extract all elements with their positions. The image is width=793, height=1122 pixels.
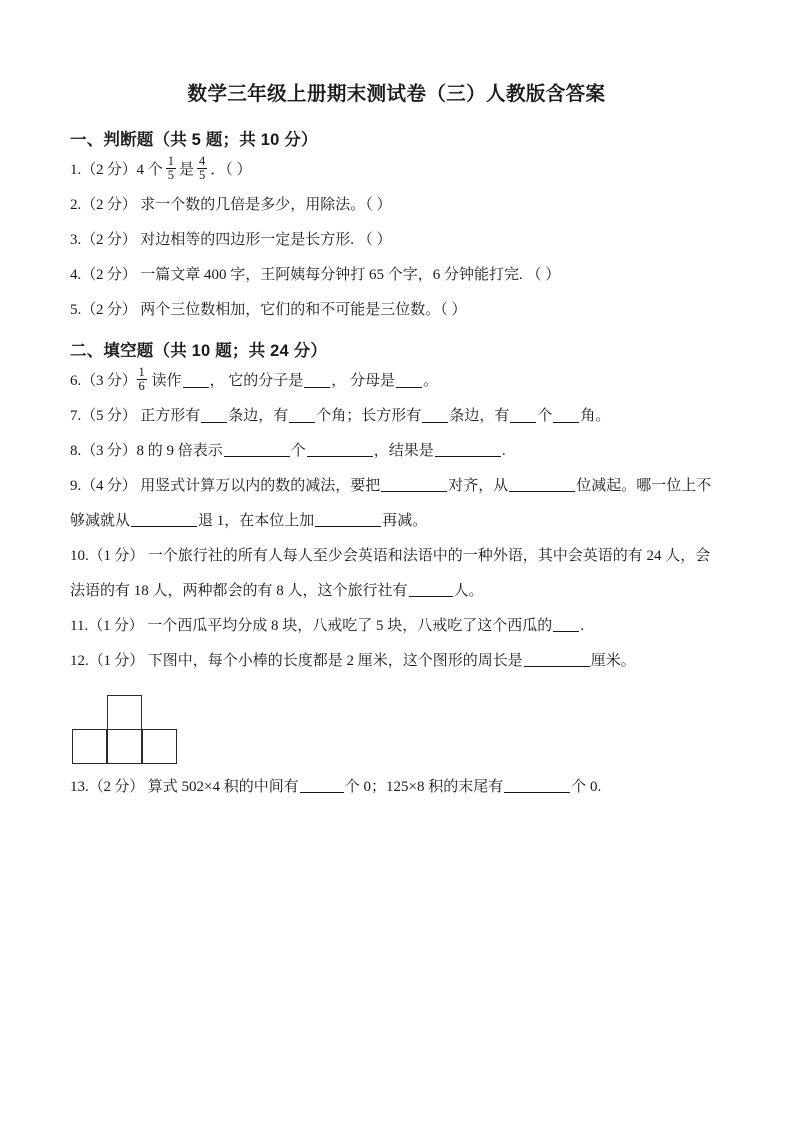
answer-blank[interactable] bbox=[409, 582, 453, 597]
question-13-number: 13. bbox=[70, 778, 89, 795]
question-8-number: 8. bbox=[70, 443, 82, 460]
question-3-text: 对边相等的四边形一定是长方形. （ ） bbox=[140, 231, 392, 248]
question-5-number: 5. bbox=[70, 301, 82, 318]
question-11-number: 11. bbox=[70, 617, 89, 634]
section-heading-judgement: 一、判断题（共 5 题；共 10 分） bbox=[70, 131, 318, 149]
answer-blank[interactable] bbox=[435, 442, 501, 457]
question-1 bbox=[70, 153, 725, 188]
fraction-one-sixth bbox=[137, 366, 147, 394]
question-6-part-c: ， 分母是 bbox=[331, 373, 396, 390]
question-2 bbox=[70, 188, 725, 223]
question-1-text-a: 4 个 bbox=[136, 161, 163, 178]
question-8-part-a: 8 的 9 倍表示 bbox=[136, 443, 223, 460]
question-4-score: （2 分） bbox=[81, 266, 137, 283]
question-7-part-a: 正方形有 bbox=[140, 408, 201, 425]
question-9-part-e: 再减。 bbox=[382, 512, 428, 529]
answer-blank[interactable] bbox=[315, 512, 381, 527]
answer-blank[interactable] bbox=[381, 477, 447, 492]
question-8 bbox=[70, 434, 725, 469]
question-5-text: 两个三位数相加，它们的和不可能是三位数。（ ） bbox=[140, 301, 467, 318]
fraction-numerator: 1 bbox=[138, 364, 145, 379]
question-3-number: 3. bbox=[70, 231, 82, 248]
fraction-denominator: 6 bbox=[138, 379, 145, 394]
grid-cell-bottom-left bbox=[72, 729, 107, 764]
fraction-one-fifth bbox=[166, 155, 176, 183]
question-6-part-d: 。 bbox=[423, 373, 439, 390]
question-11-score: （1 分） bbox=[88, 617, 144, 634]
question-9-part-a: 用竖式计算万以内的数的减法，要把 bbox=[140, 478, 381, 494]
question-9-part-b: 对齐，从 bbox=[448, 478, 509, 494]
question-8-part-b: 个 bbox=[290, 443, 306, 460]
question-9 bbox=[70, 469, 725, 539]
question-12-part-a: 下图中，每个小棒的长度都是 2 厘米，这个图形的周长是 bbox=[147, 652, 523, 669]
t-shape-grid bbox=[72, 695, 176, 764]
answer-blank[interactable] bbox=[510, 407, 536, 422]
question-10-score: （1 分） bbox=[88, 547, 145, 564]
question-7 bbox=[70, 399, 725, 434]
question-6-number: 6. bbox=[70, 373, 82, 390]
grid-cell-bottom-right bbox=[142, 729, 177, 764]
answer-blank[interactable] bbox=[553, 617, 579, 632]
answer-blank[interactable] bbox=[300, 778, 344, 793]
section-spacer bbox=[70, 327, 725, 339]
question-10-number: 10. bbox=[70, 547, 89, 564]
question-11-part-a: 一个西瓜平均分成 8 块，八戒吃了 5 块，八戒吃了这个西瓜的 bbox=[147, 617, 553, 634]
question-4-number: 4. bbox=[70, 266, 82, 283]
answer-blank[interactable] bbox=[553, 407, 579, 422]
question-6-part-b: ， 它的分子是 bbox=[209, 373, 304, 390]
answer-blank[interactable] bbox=[304, 372, 330, 387]
question-13-part-c: 个 0. bbox=[571, 778, 602, 795]
question-6 bbox=[70, 364, 725, 399]
question-7-part-e: 个 bbox=[537, 408, 553, 425]
question-7-part-d: 条边，有 bbox=[449, 408, 510, 425]
question-12-score: （1 分） bbox=[88, 652, 145, 669]
fraction-four-fifths bbox=[197, 155, 207, 183]
answer-blank[interactable] bbox=[422, 407, 448, 422]
question-7-score: （5 分） bbox=[81, 408, 137, 425]
question-8-part-d: . bbox=[501, 443, 506, 460]
question-7-part-f: 角。 bbox=[580, 408, 611, 425]
fraction-numerator: 1 bbox=[167, 153, 175, 168]
question-13-part-b: 个 0；125×8 积的末尾有 bbox=[344, 778, 504, 795]
question-9-part-c: 位减起。哪一位上不够减就从 bbox=[70, 478, 712, 529]
question-10-part-b: 人。 bbox=[453, 582, 484, 599]
answer-blank[interactable] bbox=[289, 407, 315, 422]
fraction-numerator: 4 bbox=[199, 153, 206, 168]
question-3 bbox=[70, 223, 725, 258]
question-7-part-b: 条边，有 bbox=[228, 408, 289, 425]
answer-blank[interactable] bbox=[524, 652, 590, 667]
question-11-part-b: . bbox=[580, 617, 584, 634]
question-12-number: 12. bbox=[70, 652, 89, 669]
page-title: 数学三年级上册期末测试卷（三）人教版含答案 bbox=[187, 83, 606, 105]
question-5 bbox=[70, 293, 725, 328]
question-10-part-a: 一个旅行社的所有人每人至少会英语和法语中的一种外语，其中会英语的有 24 人，会法语的有 18 人，两种都会的有 8 人，这个旅行社有 bbox=[70, 547, 711, 599]
fraction-denominator: 5 bbox=[199, 168, 206, 182]
question-6-part-a: 读作 bbox=[151, 373, 182, 390]
question-2-number: 2. bbox=[70, 196, 82, 213]
answer-blank[interactable] bbox=[307, 442, 373, 457]
question-1-text-b: 是 bbox=[179, 161, 195, 178]
question-6-score: （3 分） bbox=[81, 373, 137, 390]
answer-blank[interactable] bbox=[131, 512, 197, 527]
answer-blank[interactable] bbox=[396, 372, 422, 387]
question-1-number: 1. bbox=[70, 161, 82, 178]
question-3-score: （2 分） bbox=[81, 231, 137, 248]
question-7-number: 7. bbox=[70, 408, 82, 425]
question-11 bbox=[70, 609, 725, 644]
question-2-text: 求一个数的几倍是多少，用除法。（ ） bbox=[140, 196, 392, 213]
question-9-part-d: 退 1，在本位上加 bbox=[198, 512, 315, 529]
question-4 bbox=[70, 258, 725, 293]
question-5-score: （2 分） bbox=[81, 301, 137, 318]
question-4-text: 一篇文章 400 字，王阿姨每分钟打 65 个字，6 分钟能打完. （ ） bbox=[140, 266, 561, 283]
question-1-text-c: ．（ ） bbox=[210, 161, 252, 178]
answer-blank[interactable] bbox=[201, 407, 227, 422]
answer-blank[interactable] bbox=[509, 477, 575, 492]
document-body bbox=[70, 128, 725, 805]
answer-blank[interactable] bbox=[183, 372, 209, 387]
question-13-score: （2 分） bbox=[88, 778, 145, 795]
question-8-part-c: ，结果是 bbox=[373, 443, 434, 460]
question-13-part-a: 算式 502×4 积的中间有 bbox=[147, 778, 299, 795]
question-10 bbox=[70, 539, 725, 609]
grid-cell-bottom-middle bbox=[107, 729, 142, 764]
answer-blank[interactable] bbox=[224, 442, 290, 457]
section-heading-fill-in-blank: 二、填空题（共 10 题；共 24 分） bbox=[70, 342, 328, 361]
question-9-number: 9. bbox=[70, 478, 82, 494]
question-12 bbox=[70, 644, 725, 679]
question-1-score: （2 分） bbox=[81, 161, 137, 178]
question-9-score: （4 分） bbox=[81, 478, 137, 494]
fraction-denominator: 5 bbox=[167, 168, 175, 182]
question-7-part-c: 个角；长方形有 bbox=[316, 408, 422, 425]
question-12-figure bbox=[72, 695, 725, 764]
question-2-score: （2 分） bbox=[81, 196, 137, 213]
question-8-score: （3 分） bbox=[81, 443, 137, 460]
answer-blank[interactable] bbox=[504, 778, 570, 793]
grid-cell-top-middle bbox=[107, 695, 142, 730]
question-12-part-b: 厘米。 bbox=[590, 652, 636, 669]
question-13 bbox=[70, 770, 725, 805]
